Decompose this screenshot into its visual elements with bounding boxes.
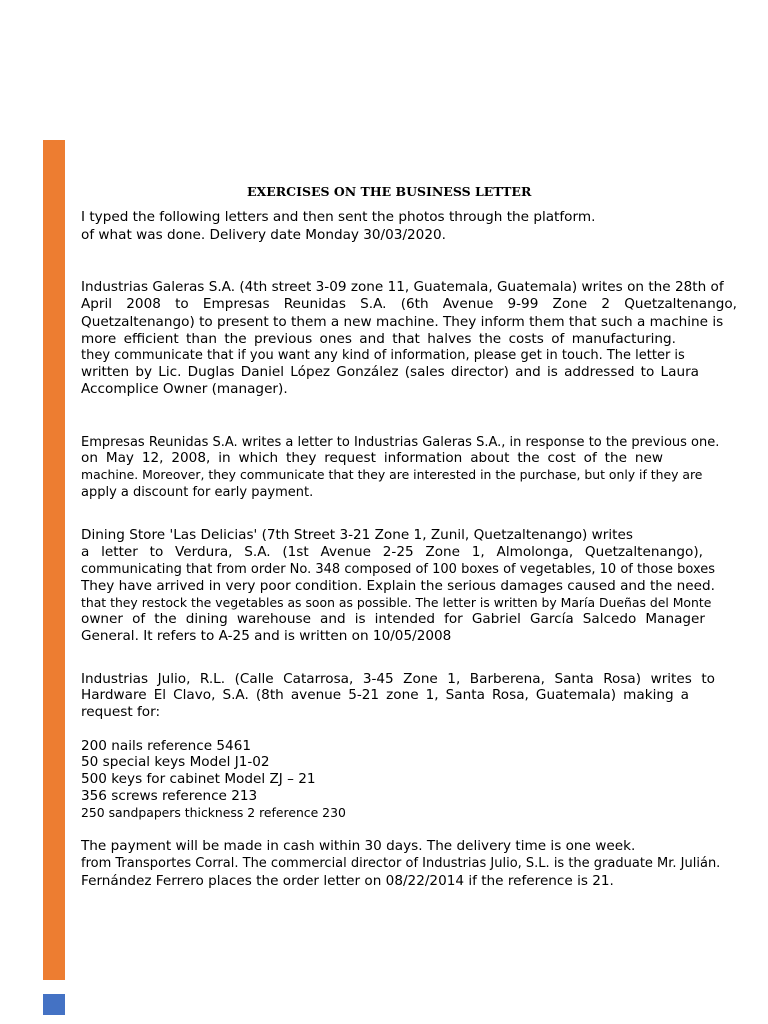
orange-side-bar (43, 140, 65, 980)
letter3-line: General. It refers to A-25 and is written on 10/05/2008 (81, 628, 452, 644)
letter1-line: April 2008 to Empresas Reunidas S.A. (6th Avenue 9-99 Zone 2 Quetzaltenango, (81, 296, 737, 312)
intro-line: I typed the following letters and then sent the photos through the platform. (81, 209, 596, 225)
letter1-line: more efficient than the previous ones and that halves the costs of manufacturing. (81, 331, 676, 347)
document-title: EXERCISES ON THE BUSINESS LETTER (247, 184, 532, 199)
order-item: 356 screws reference 213 (81, 788, 258, 804)
letter3-line: They have arrived in very poor condition. Explain the serious damages caused and the need. (81, 578, 715, 594)
letter2-line: on May 12, 2008, in which they request information about the cost of the new (81, 450, 663, 466)
order-item: 500 keys for cabinet Model ZJ – 21 (81, 771, 316, 787)
letter2-line: machine. Moreover, they communicate that they are interested in the purchase, but only if they are (81, 467, 703, 482)
letter2-line: apply a discount for early payment. (81, 485, 314, 500)
letter2-line: Empresas Reunidas S.A. writes a letter to Industrias Galeras S.A., in response to the previous one. (81, 435, 720, 450)
letter3-line: owner of the dining warehouse and is intended for Gabriel García Salcedo Manager (81, 611, 705, 627)
order-item: 250 sandpapers thickness 2 reference 230 (81, 805, 346, 820)
letter3-line: communicating that from order No. 348 composed of 100 boxes of vegetables, 10 of those boxes (81, 562, 716, 577)
closing-line: The payment will be made in cash within 30 days. The delivery time is one week. (81, 838, 636, 854)
letter3-line: a letter to Verdura, S.A. (1st Avenue 2-25 Zone 1, Almolonga, Quetzaltenango), (81, 544, 703, 560)
letter4-line: Industrias Julio, R.L. (Calle Catarrosa, 3-45 Zone 1, Barberena, Santa Rosa) writes to (81, 671, 715, 687)
order-item: 50 special keys Model J1-02 (81, 754, 270, 770)
letter1-line: Accomplice Owner (manager). (81, 381, 288, 397)
letter1-line: Industrias Galeras S.A. (4th street 3-09 zone 11, Guatemala, Guatemala) writes on the 28th of (81, 279, 724, 295)
letter3-line: Dining Store 'Las Delicias' (7th Street 3-21 Zone 1, Zunil, Quetzaltenango) writes (81, 527, 633, 543)
intro-line: of what was done. Delivery date Monday 30/03/2020. (81, 227, 446, 243)
closing-line: Fernández Ferrero places the order letter on 08/22/2014 if the reference is 21. (81, 873, 614, 889)
blue-corner-square (43, 994, 65, 1015)
letter1-line: written by Lic. Duglas Daniel López González (sales director) and is addressed to Laura (81, 364, 699, 380)
order-item: 200 nails reference 5461 (81, 738, 251, 754)
letter4-line: request for: (81, 704, 161, 720)
letter1-line: Quetzaltenango) to present to them a new machine. They inform them that such a machine is (81, 314, 724, 330)
letter3-line: that they restock the vegetables as soon as possible. The letter is written by María Dueñas del Monte (81, 595, 712, 610)
closing-line: from Transportes Corral. The commercial director of Industrias Julio, S.L. is the graduate Mr. Julián. (81, 856, 721, 871)
letter1-line: they communicate that if you want any kind of information, please get in touch. The letter is (81, 348, 685, 363)
letter4-line: Hardware El Clavo, S.A. (8th avenue 5-21 zone 1, Santa Rosa, Guatemala) making a (81, 687, 689, 703)
